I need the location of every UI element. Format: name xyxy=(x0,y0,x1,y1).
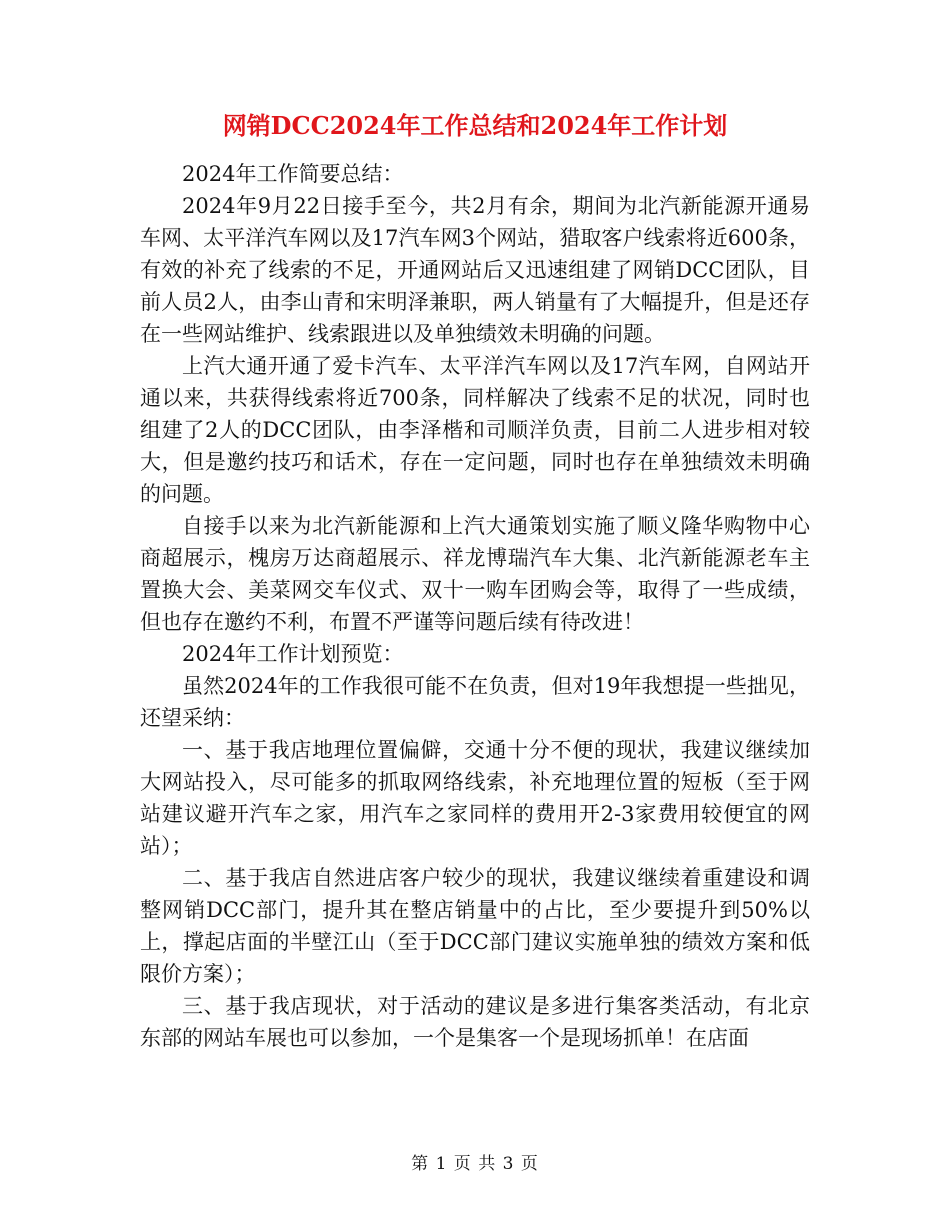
paragraph-events-summary: 自接手以来为北汽新能源和上汽大通策划实施了顺义隆华购物中心商超展示，槐房万达商超展示、祥龙博瑞汽车大集、北汽新能源老车主置换大会、美菜网交车仪式、双十一购车团购会等，取得了一些成绩，但也存在邀约不利，布置不严谨等问题后续有待改进！ xyxy=(140,514,810,634)
summary-heading: 2024年工作简要总结： xyxy=(182,162,404,186)
document-title: 网销DCC2024年工作总结和2024年工作计划 xyxy=(222,111,728,140)
plan-heading: 2024年工作计划预览： xyxy=(182,642,404,666)
paragraph-plan-item-1: 一、基于我店地理位置偏僻，交通十分不便的现状，我建议继续加大网站投入，尽可能多的抓取网络线索，补充地理位置的短板（至于网站建议避开汽车之家，用汽车之家同样的费用开2-3家费用较便宜的网站）； xyxy=(140,738,810,858)
paragraph-beiqi-summary: 2024年9月22日接手至今，共2月有余，期间为北汽新能源开通易车网、太平洋汽车网以及17汽车网3个网站，猎取客户线索将近600条，有效的补充了线索的不足，开通网站后又迅速组建了网销DCC团队，目前人员2人，由李山青和宋明泽兼职，两人销量有了大幅提升，但是还存在一些网站维护、线索跟进以及单独绩效未明确的问题。 xyxy=(140,194,810,346)
page-footer: 第 1 页 共 3 页 xyxy=(411,1154,539,1174)
document-body xyxy=(140,158,810,1054)
paragraph-plan-item-3: 三、基于我店现状，对于活动的建议是多进行集客类活动，有北京东部的网站车展也可以参加，一个是集客一个是现场抓单！在店面 xyxy=(140,994,810,1050)
paragraph-saic-summary: 上汽大通开通了爱卡汽车、太平洋汽车网以及17汽车网，自网站开通以来，共获得线索将近700条，同样解决了线索不足的状况，同时也组建了2人的DCC团队，由李泽楷和司顺洋负责，目前二人进步相对较大，但是邀约技巧和话术，存在一定问题，同时也存在单独绩效未明确的问题。 xyxy=(140,354,810,506)
paragraph-plan-item-2: 二、基于我店自然进店客户较少的现状，我建议继续着重建设和调整网销DCC部门，提升其在整店销量中的占比，至少要提升到50%以上，撑起店面的半壁江山（至于DCC部门建议实施单独的绩效方案和低限价方案）； xyxy=(140,866,810,986)
paragraph-plan-intro: 虽然2024年的工作我很可能不在负责，但对19年我想提一些拙见，还望采纳： xyxy=(140,674,810,730)
